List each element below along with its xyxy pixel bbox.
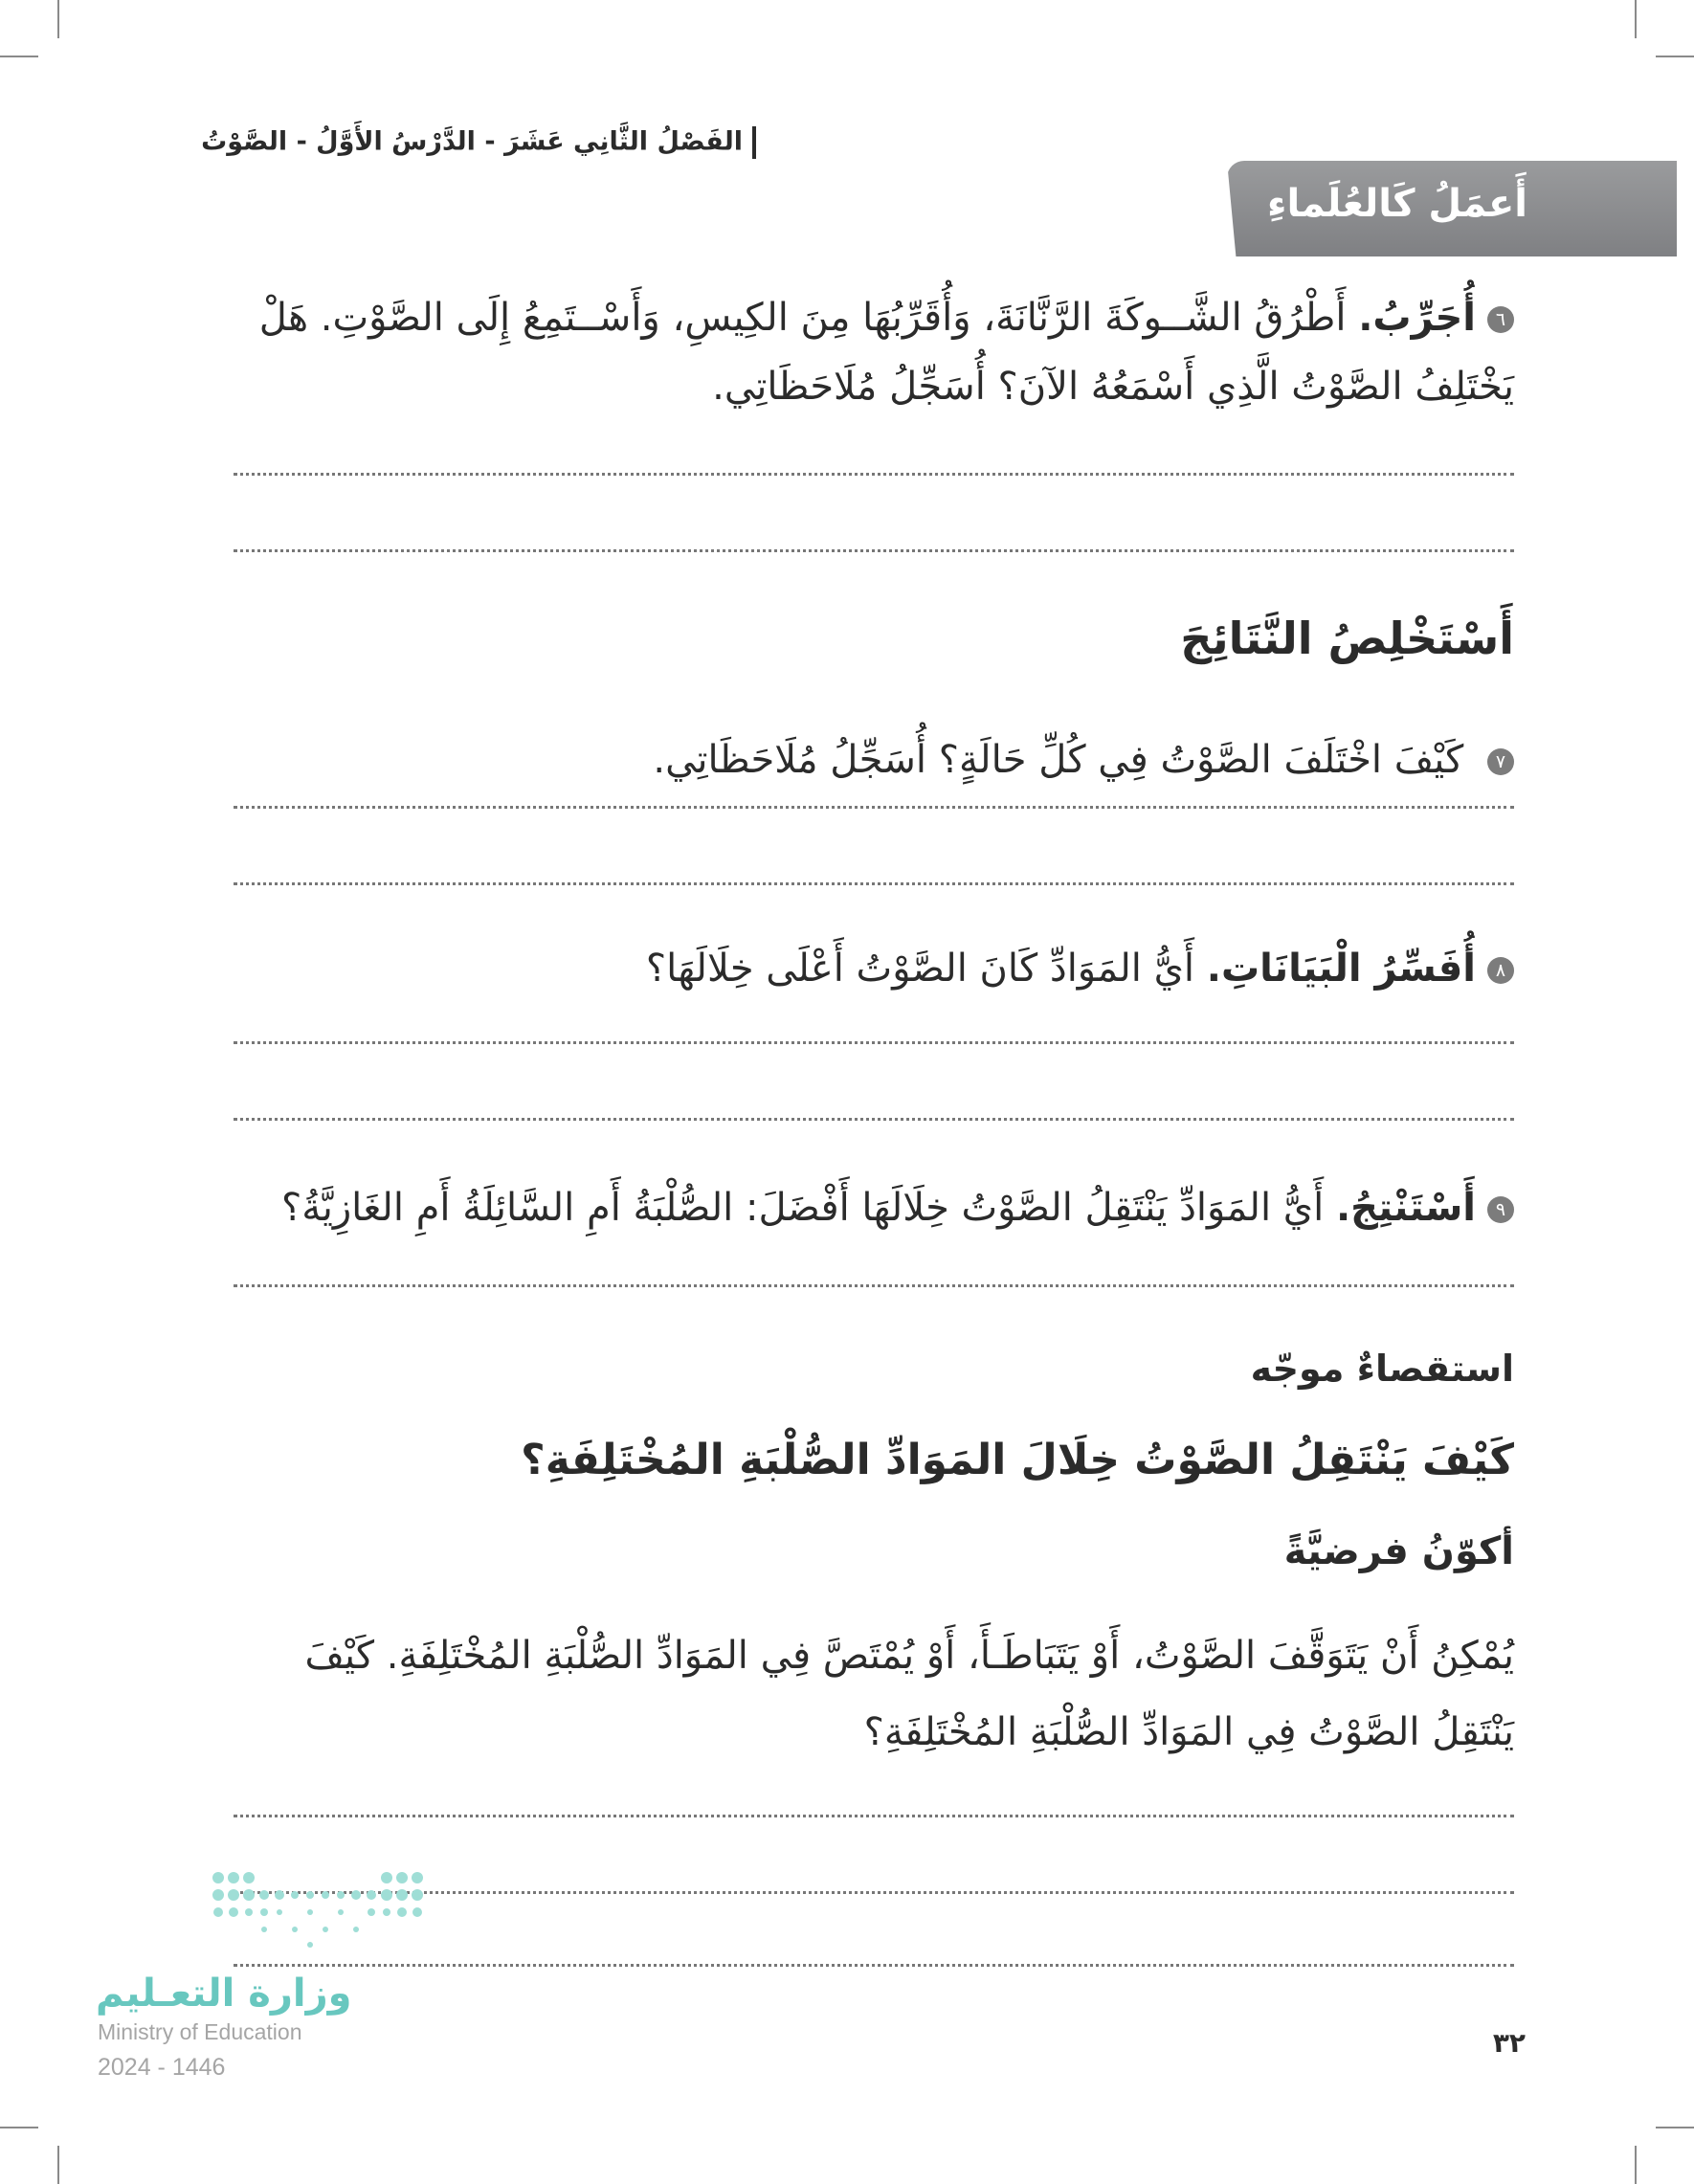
answer-line[interactable] (234, 1118, 1514, 1121)
question-lead: أَسْتَنْتِجُ. (1335, 1186, 1476, 1230)
banner-title: أَعمَلُ كَالعُلَماءِ (1267, 182, 1527, 226)
answer-line[interactable] (234, 1964, 1514, 1967)
crop-mark (1656, 2127, 1694, 2128)
question-text: أَيُّ المَوَادِّ يَنْتَقِلُ الصَّوْتُ خِلَالَهَا أَفْضَلَ: الصُّلْبَةُ أَمِ السَّائِلَةُ أَمِ الغَازِيَّةُ؟ (281, 1186, 1325, 1230)
question-text: أَطْرُقُ الشَّــوكَةَ الرَّنَّانَةَ، وَأُقَرِّبُهَا مِنَ الكِيسِ، وَأَسْــتَمِعُ إِلَى الصَّوْتِ. هَلْ يَخْتَلِفُ الصَّوْتُ الَّذِي أَسْمَعُهُ الآنَ؟ أُسَجِّلُ مُلَاحَظَاتِي. (258, 296, 1514, 409)
answer-line[interactable] (234, 1284, 1514, 1287)
ministry-name-english: Ministry of Education (98, 2019, 302, 2044)
ministry-name-arabic: وزارة التعـليم (96, 1972, 352, 2016)
answer-line[interactable] (234, 1041, 1514, 1044)
crop-mark (57, 0, 59, 38)
header-divider (752, 126, 756, 159)
conclusions-title: أَسْتَخْلِصُ النَّتَائِجَ (1180, 613, 1514, 664)
question-number-badge: ٩ (1487, 1196, 1514, 1223)
ministry-logo-icon (209, 1868, 457, 1954)
inquiry-label: استقصاءٌ موجّه (1250, 1348, 1514, 1390)
page-number: ٣٢ (1492, 2027, 1526, 2059)
question-number-badge: ٦ (1487, 306, 1514, 333)
question-lead: أُجَرِّبُ. (1358, 296, 1476, 340)
question-9 (281, 1173, 1514, 1242)
question-number-badge: ٨ (1487, 957, 1514, 984)
ministry-year: 2024 - 1446 (98, 2054, 226, 2081)
hypothesis-text: يُمْكِنُ أَنْ يَتَوَقَّفَ الصَّوْتُ، أَوْ يَتَبَاطَـأَ، أَوْ يُمْتَصَّ فِي المَوَادِّ الصُّلْبَةِ المُخْتَلِفَةِ. كَيْفَ يَنْتَقِلُ الصَّوْتُ فِي المَوَادِّ الصُّلْبَةِ المُخْتَلِفَةِ؟ (304, 1634, 1514, 1754)
question-7 (653, 725, 1514, 794)
question-8 (646, 934, 1514, 1003)
hypothesis-title: أكوّنُ فرضيَّةً (1283, 1529, 1514, 1573)
inquiry-question: كَيْفَ يَنْتَقِلُ الصَّوْتُ خِلَالَ المَوَادِّ الصُّلْبَةِ المُخْتَلِفَةِ؟ (521, 1436, 1514, 1484)
crop-mark (1635, 2146, 1637, 2184)
crop-mark (0, 2127, 38, 2128)
crop-mark (1656, 56, 1694, 57)
crop-mark (0, 56, 38, 57)
answer-line[interactable] (234, 1815, 1514, 1817)
header-title: الفَصْلُ الثَّانِي عَشَرَ - الدَّرْسُ الأَوَّلُ - الصَّوْتُ (201, 126, 743, 157)
question-6 (222, 283, 1514, 421)
page-header (201, 126, 756, 159)
answer-line[interactable] (234, 473, 1514, 476)
answer-line[interactable] (234, 882, 1514, 885)
question-text: كَيْفَ اخْتَلَفَ الصَّوْتُ فِي كُلِّ حَالَةٍ؟ أُسَجِّلُ مُلَاحَظَاتِي. (653, 738, 1464, 782)
answer-line[interactable] (234, 549, 1514, 552)
question-number-badge: ٧ (1487, 748, 1514, 775)
crop-mark (1635, 0, 1637, 38)
question-text: أَيُّ المَوَادِّ كَانَ الصَّوْتُ أَعْلَى خِلَالَهَا؟ (645, 947, 1195, 991)
question-lead: أُفَسِّرُ الْبَيَانَاتِ. (1206, 947, 1476, 991)
answer-line[interactable] (234, 806, 1514, 809)
crop-mark (57, 2146, 59, 2184)
